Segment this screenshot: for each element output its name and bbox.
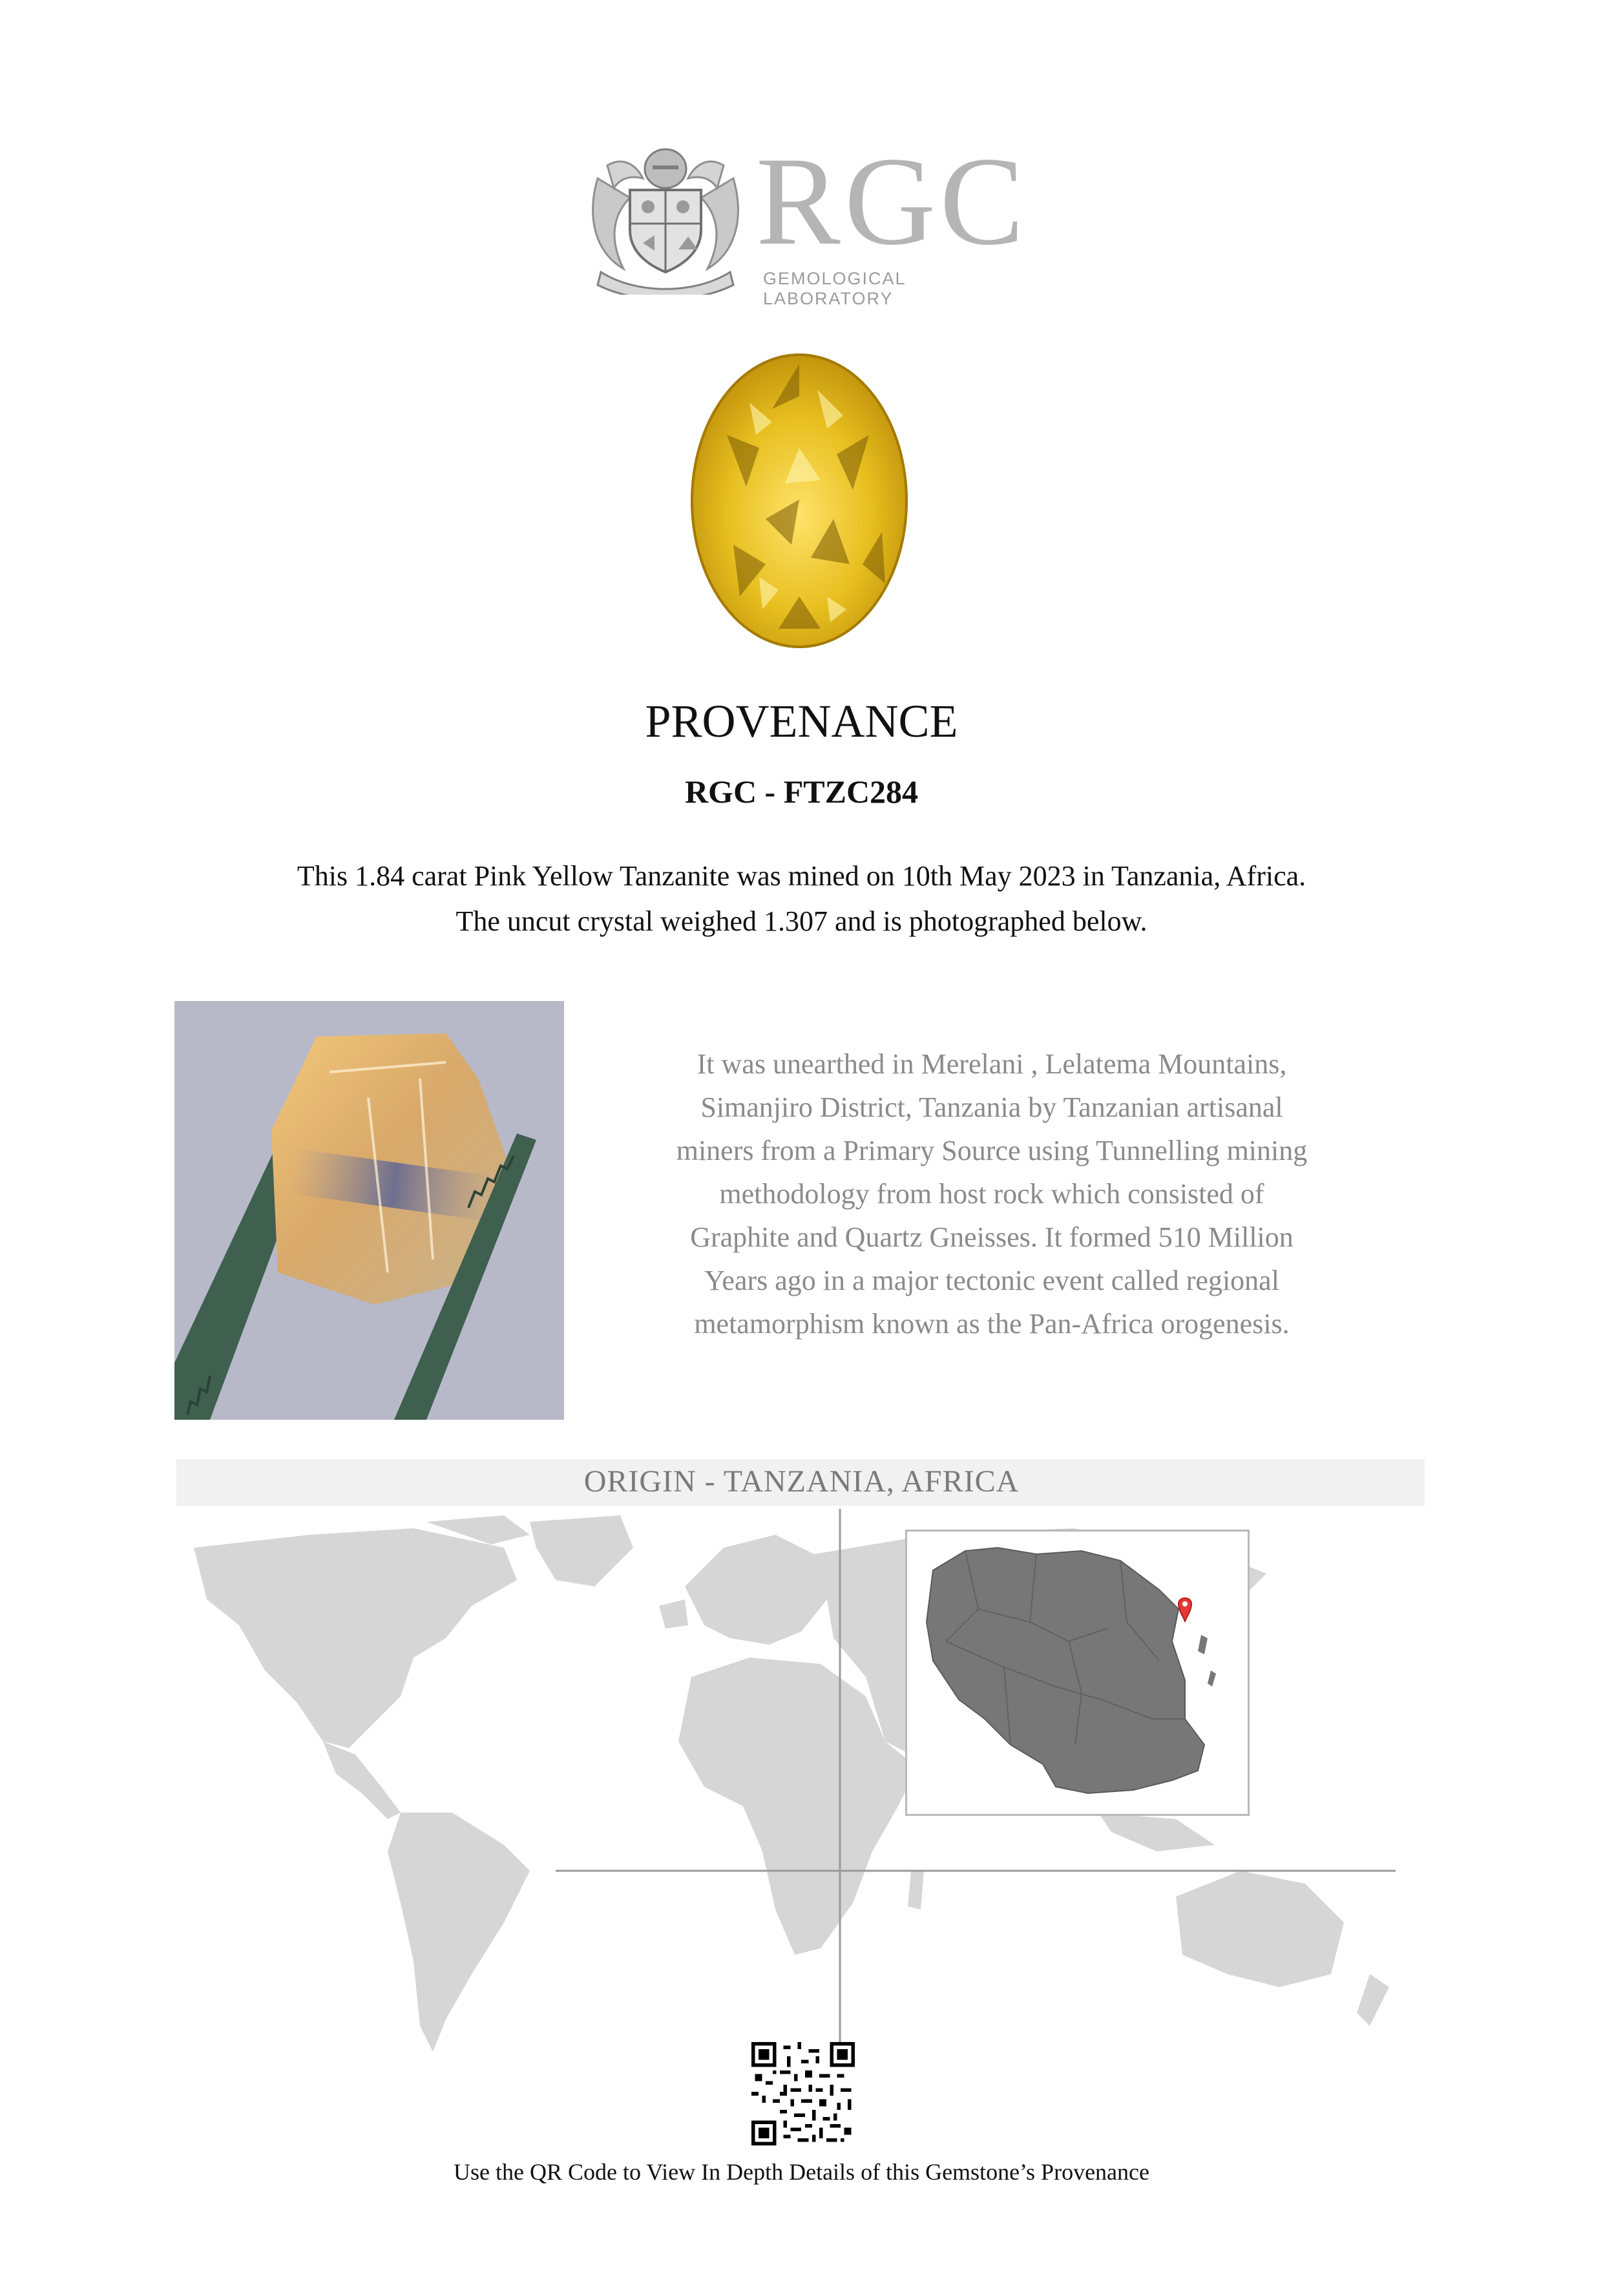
page-title: PROVENANCE	[645, 695, 958, 747]
lab-logo	[585, 127, 1029, 308]
logo-letters: RGC	[756, 131, 1029, 271]
description-line: Graphite and Quartz Gneisses. It formed 510 Million	[690, 1221, 1294, 1253]
qr-code[interactable]	[751, 2042, 855, 2145]
summary-line-1: This 1.84 carat Pink Yellow Tanzanite was mined on 10th May 2023 in Tanzania, Africa.	[297, 860, 1306, 892]
origin-label: ORIGIN - TANZANIA, AFRICA	[583, 1464, 1020, 1499]
description-line: metamorphism known as the Pan-Africa orogenesis.	[694, 1308, 1290, 1340]
tanzania-inset-map	[905, 1530, 1250, 1816]
tanzania-country-map	[907, 1532, 1248, 1814]
cut-gemstone-image	[688, 351, 911, 651]
qr-caption: Use the QR Code to View In Depth Details of this Gemstone’s Provenance	[454, 2159, 1149, 2185]
summary-line-2: The uncut crystal weighed 1.307 and is photographed below.	[456, 905, 1147, 937]
rough-crystal-photo	[174, 1001, 564, 1420]
logo-subtitle: GEMOLOGICAL LABORATORY	[763, 269, 906, 308]
description-line: Years ago in a major tectonic event called regional	[704, 1265, 1279, 1296]
map-pin-icon	[1179, 1598, 1191, 1622]
description-line: It was unearthed in Merelani , Lelatema Mountains,	[697, 1048, 1287, 1080]
description-line: methodology from host rock which consisted of	[719, 1178, 1264, 1210]
provenance-description	[620, 1042, 1363, 1345]
report-number: RGC - FTZC284	[684, 774, 919, 810]
description-line: Simanjiro District, Tanzania by Tanzanian artisanal	[700, 1091, 1283, 1123]
heraldic-crest-icon	[585, 140, 746, 295]
description-line: miners from a Primary Source using Tunnelling mining	[676, 1135, 1308, 1166]
